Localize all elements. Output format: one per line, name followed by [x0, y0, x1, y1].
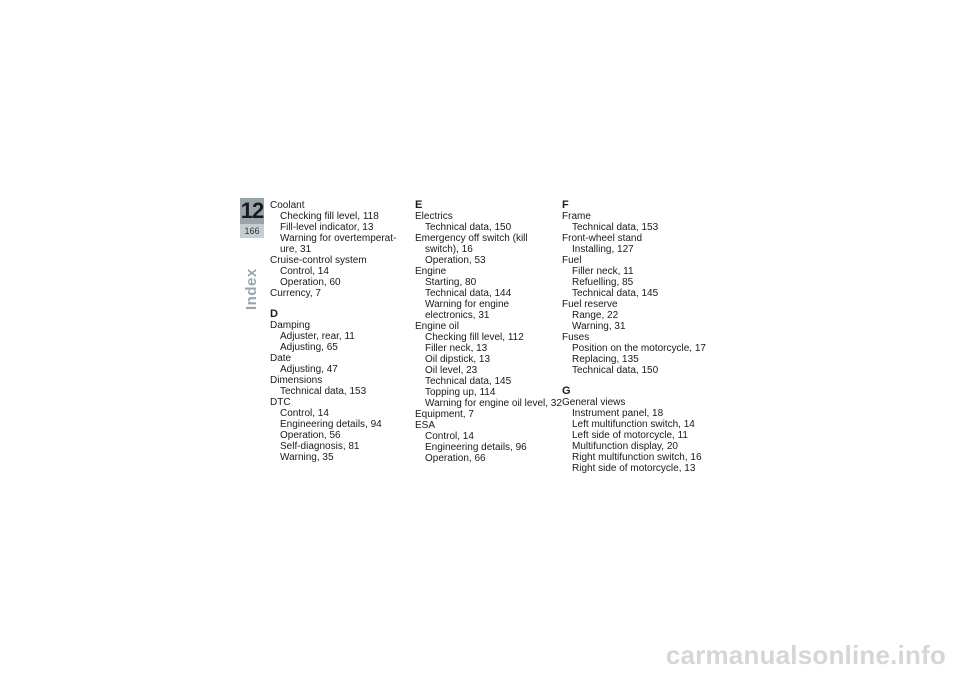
index-subentry: Technical data, 150 — [425, 222, 512, 233]
index-term: Currency, 7 — [270, 288, 321, 299]
index-entry — [415, 409, 565, 420]
index-subentry: Adjusting, 47 — [280, 364, 338, 375]
page-number: 166 — [240, 224, 264, 238]
index-subentry: Starting, 80 — [425, 277, 477, 288]
index-entry — [415, 420, 565, 464]
index-column-2 — [415, 200, 565, 464]
index-subentry: Control, 14 — [425, 431, 474, 442]
index-term: Front-wheel stand — [562, 233, 643, 244]
index-term: Date — [270, 353, 292, 364]
index-subentry: Position on the motorcycle, 17 — [572, 343, 706, 354]
index-subentry: Checking fill level, 118 — [280, 211, 379, 222]
index-subentry: Operation, 66 — [425, 453, 486, 464]
index-subentry: Filler neck, 13 — [425, 343, 488, 354]
index-letter: E — [415, 199, 423, 211]
index-subentry: Self-diagnosis, 81 — [280, 441, 360, 452]
index-term: Cruise-control system — [270, 255, 367, 266]
index-entry — [270, 255, 420, 288]
index-term: DTC — [270, 397, 291, 408]
index-subentry: Adjuster, rear, 11 — [280, 331, 355, 342]
index-term: Fuel reserve — [562, 299, 618, 310]
index-subentry: Fill-level indicator, 13 — [280, 222, 374, 233]
index-term: General views — [562, 397, 626, 408]
index-entry — [270, 200, 420, 255]
index-subentry: Right side of motorcycle, 13 — [572, 463, 696, 474]
index-subentry: Control, 14 — [280, 266, 329, 277]
index-subentry: Operation, 56 — [280, 430, 341, 441]
index-subentry: Right multifunction switch, 16 — [572, 452, 702, 463]
index-subentry: Control, 14 — [280, 408, 329, 419]
index-subentry: Instrument panel, 18 — [572, 408, 664, 419]
index-term: Damping — [270, 320, 311, 331]
index-subentry: Technical data, 145 — [572, 288, 659, 299]
index-term: Dimensions — [270, 375, 323, 386]
index-term: Equipment, 7 — [415, 409, 474, 420]
index-subentry: Refuelling, 85 — [572, 277, 634, 288]
index-subentry: Range, 22 — [572, 310, 619, 321]
index-letter: G — [562, 385, 571, 397]
index-subentry: Operation, 53 — [425, 255, 486, 266]
index-subentry: Technical data, 145 — [425, 376, 512, 387]
index-subentry: Checking fill level, 112 — [425, 332, 524, 343]
index-entry — [270, 375, 420, 397]
index-entry — [562, 332, 712, 376]
index-term: Engine oil — [415, 321, 459, 332]
section-label: Index — [243, 268, 260, 310]
index-term: ESA — [415, 420, 436, 431]
index-term: Fuses — [562, 332, 590, 343]
index-subentry: Engineering details, 94 — [280, 419, 382, 430]
index-subentry: ure, 31 — [280, 244, 312, 255]
chapter-number: 12 — [240, 198, 264, 223]
index-entry — [562, 211, 712, 233]
index-entry — [270, 397, 420, 463]
index-entry — [415, 211, 565, 233]
index-term: Emergency off switch (kill — [415, 233, 528, 244]
index-subentry: Technical data, 144 — [425, 288, 512, 299]
index-subentry: Operation, 60 — [280, 277, 341, 288]
index-subentry: Topping up, 114 — [425, 387, 496, 398]
index-entry — [562, 255, 712, 299]
index-subentry: Filler neck, 11 — [572, 266, 634, 277]
index-subentry: Left side of motorcycle, 11 — [572, 430, 688, 441]
index-subentry: switch), 16 — [425, 244, 473, 255]
index-letter: D — [270, 308, 278, 320]
index-entry — [562, 299, 712, 332]
index-letter: F — [562, 199, 569, 211]
index-subentry: Technical data, 153 — [280, 386, 367, 397]
index-subentry: Warning for overtemperat- — [280, 233, 397, 244]
index-subentry: Multifunction display, 20 — [572, 441, 678, 452]
index-term: Fuel — [562, 255, 582, 266]
index-column-1 — [270, 200, 420, 463]
index-entry — [415, 266, 565, 321]
index-subentry: electronics, 31 — [425, 310, 490, 321]
index-subentry: Oil dipstick, 13 — [425, 354, 491, 365]
index-subentry: Warning for engine oil level, 32 — [425, 398, 562, 409]
index-subentry: Technical data, 153 — [572, 222, 659, 233]
index-subentry: Installing, 127 — [572, 244, 634, 255]
index-subentry: Adjusting, 65 — [280, 342, 338, 353]
watermark: carmanualsonline.info — [665, 640, 946, 670]
index-subentry: Engineering details, 96 — [425, 442, 527, 453]
index-entry — [562, 233, 712, 255]
index-subentry: Warning for engine — [425, 299, 510, 310]
index-column-3 — [562, 200, 712, 474]
index-term: Electrics — [415, 211, 453, 222]
index-term: Coolant — [270, 200, 305, 211]
index-subentry: Oil level, 23 — [425, 365, 478, 376]
index-term: Engine — [415, 266, 447, 277]
index-entry — [415, 233, 565, 266]
index-subentry: Warning, 35 — [280, 452, 334, 463]
index-entry — [270, 320, 420, 353]
index-subentry: Left multifunction switch, 14 — [572, 419, 695, 430]
index-subentry: Replacing, 135 — [572, 354, 639, 365]
index-entry — [270, 288, 420, 299]
index-subentry: Warning, 31 — [572, 321, 626, 332]
index-entry — [415, 321, 565, 409]
index-subentry: Technical data, 150 — [572, 365, 659, 376]
chapter-tab — [240, 198, 264, 238]
index-entry — [270, 353, 420, 375]
index-entry — [562, 397, 712, 474]
index-term: Frame — [562, 211, 591, 222]
